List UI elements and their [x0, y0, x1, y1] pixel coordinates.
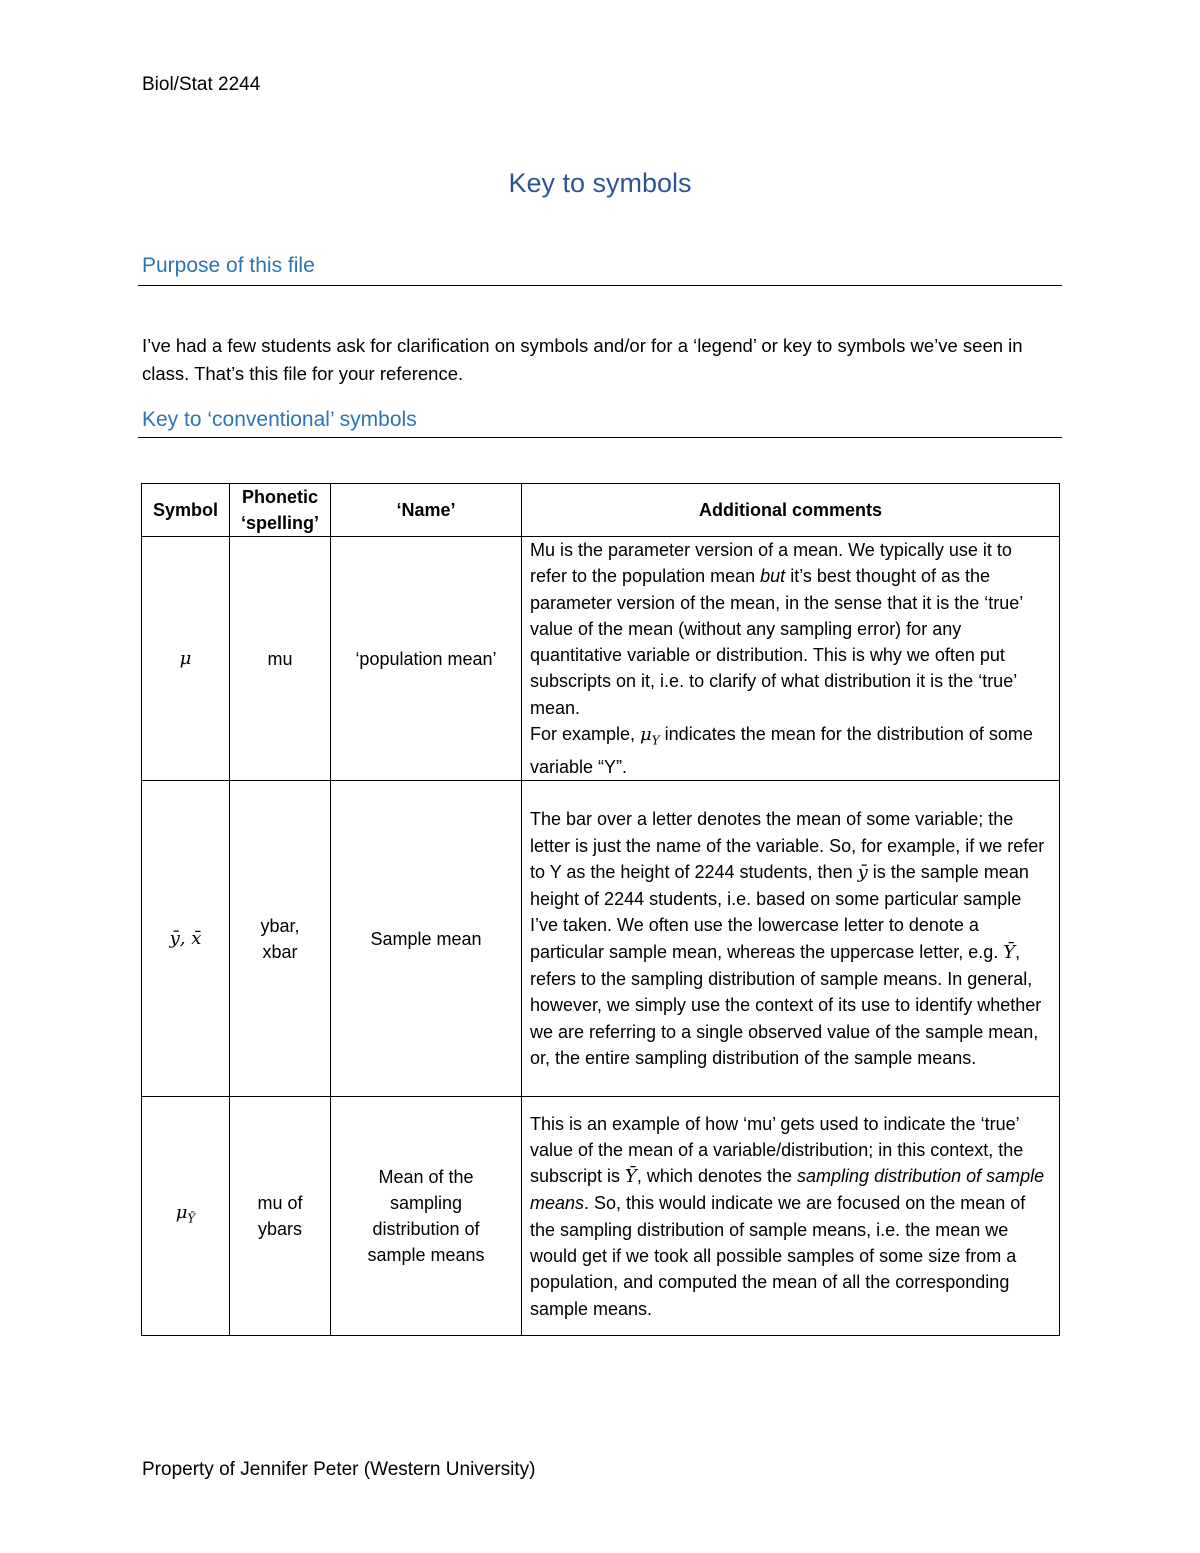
phonetic-text: mu of ybars	[257, 1193, 303, 1240]
symbols-table	[141, 483, 1060, 1336]
comment-cell	[522, 781, 1060, 1097]
math-subscript: Y	[651, 733, 660, 748]
column-header-name: ‘Name’	[331, 484, 522, 537]
phonetic-cell: mu	[230, 537, 331, 781]
comment-text: it’s best thought of as the parameter version of the mean, in the sense that it is the ‘true’ value of the mean (without any sampling error) for any quantitative variable or distribution. This is why we often put subscripts on it, i.e. to clarify of what distribution it is the ‘true’ mean.	[530, 566, 1023, 718]
table-row	[142, 537, 1060, 781]
heading-rule	[138, 285, 1062, 286]
name-cell: ‘population mean’	[331, 537, 522, 781]
phonetic-cell	[230, 781, 331, 1097]
math-subscript: Ȳ	[187, 1212, 196, 1227]
comment-cell	[522, 1097, 1060, 1336]
table-row	[142, 1097, 1060, 1336]
comment-text: This is an example of how ‘mu’ gets used to indicate the ‘true’ value of the mean of a variable/distribution; in this context, the subscript is	[530, 1113, 1024, 1187]
comment-text: is the sample mean height of 2244 students, i.e. based on some particular sample I’ve taken. We often use the lowercase letter to denote a particular sample mean, whereas the uppercase letter, e.g.	[530, 861, 1029, 962]
column-header-phonetic-text: Phonetic ‘spelling’	[240, 487, 319, 533]
symbol-cell	[142, 1097, 230, 1336]
purpose-heading: Purpose of this file	[142, 254, 315, 277]
comment-text: indicates the mean for the distribution of some variable “Y”.	[530, 724, 1033, 777]
comment-emphasis: but	[760, 566, 786, 587]
page-footer: Property of Jennifer Peter (Western University)	[142, 1459, 536, 1480]
name-text: Mean of the sampling distribution of sample means	[367, 1167, 485, 1266]
column-header-comments: Additional comments	[522, 484, 1060, 537]
table-row	[142, 781, 1060, 1097]
symbol-cell: ȳ, x̄	[142, 781, 230, 1097]
phonetic-text: ybar, xbar	[260, 915, 300, 962]
page-header: Biol/Stat 2244	[142, 74, 261, 95]
comment-text: For example,	[530, 724, 641, 745]
purpose-paragraph: I’ve had a few students ask for clarification on symbols and/or for a ‘legend’ or key to symbols we’ve seen in class. That’s this file for your reference.	[142, 335, 1023, 384]
symbol-cell: μ	[142, 537, 230, 781]
name-cell	[331, 1097, 522, 1336]
math-base: μ	[175, 1202, 188, 1224]
comment-text: . So, this would indicate we are focused on the mean of the sampling distribution of sample means, i.e. the mean we would get if we took all possible samples of some size from a population, and computed the mean of all the corresponding sample means.	[530, 1193, 1026, 1319]
name-cell: Sample mean	[331, 781, 522, 1097]
math-symbol	[640, 724, 660, 748]
math-base: μ	[640, 724, 652, 746]
heading-rule	[138, 437, 1062, 438]
phonetic-cell	[230, 1097, 331, 1336]
table-header-row	[142, 484, 1060, 537]
conventional-heading: Key to ‘conventional’ symbols	[142, 408, 417, 431]
column-header-symbol: Symbol	[142, 484, 230, 537]
math-symbol: Ȳ	[1003, 941, 1016, 963]
comment-text: The bar over a letter denotes the mean of some variable; the letter is just the name of the variable. So, for example, if we refer to Y as the height of 2244 students, then	[530, 809, 1045, 882]
math-symbol: Ȳ	[625, 1166, 637, 1188]
column-header-phonetic	[230, 484, 331, 537]
comment-text: , which denotes the	[636, 1166, 798, 1187]
comment-text: , refers to the sampling distribution of sample means. In general, however, we simply use the context of its use to identify whether we are referring to a single observed value of the sample mean, or, the entire sampling distribution of the sample means.	[530, 941, 1042, 1068]
comment-text: Mu is the parameter version of a mean. We typically use it to refer to the population mean	[530, 540, 1012, 587]
comment-cell	[522, 537, 1060, 781]
document-title: Key to symbols	[508, 168, 692, 198]
comment-emphasis: sampling distribution of sample means	[530, 1166, 1045, 1214]
math-symbol: ȳ	[857, 861, 868, 883]
